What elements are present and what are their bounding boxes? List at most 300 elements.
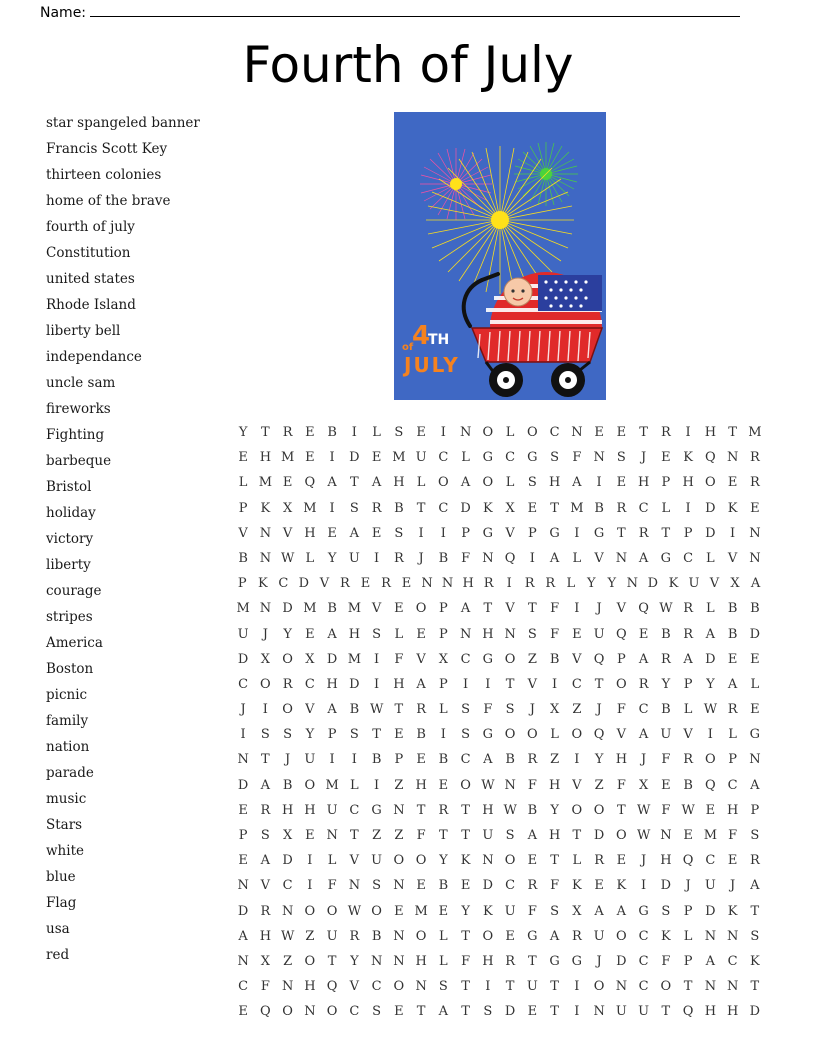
grid-cell[interactable]: M: [748, 425, 762, 440]
grid-cell[interactable]: N: [259, 550, 272, 566]
grid-cell[interactable]: U: [237, 626, 249, 642]
grid-cell[interactable]: R: [260, 903, 271, 919]
grid-cell[interactable]: U: [371, 853, 383, 869]
grid-cell[interactable]: O: [482, 475, 494, 491]
grid-cell[interactable]: W: [659, 601, 673, 617]
grid-cell[interactable]: X: [282, 828, 293, 843]
grid-cell[interactable]: E: [527, 853, 538, 869]
grid-cell[interactable]: E: [661, 777, 671, 793]
grid-cell[interactable]: A: [549, 550, 560, 566]
grid-cell[interactable]: V: [371, 601, 382, 617]
grid-cell[interactable]: Z: [394, 777, 404, 793]
grid-cell[interactable]: R: [260, 802, 271, 818]
grid-cell[interactable]: R: [594, 853, 605, 869]
grid-cell[interactable]: N: [237, 878, 249, 894]
grid-cell[interactable]: G: [571, 953, 583, 969]
grid-cell[interactable]: F: [616, 777, 626, 793]
grid-cell[interactable]: Q: [616, 626, 627, 642]
grid-cell[interactable]: I: [730, 525, 736, 541]
grid-cell[interactable]: F: [483, 702, 493, 718]
grid-cell[interactable]: H: [281, 802, 294, 818]
grid-cell[interactable]: D: [460, 500, 471, 516]
grid-cell[interactable]: A: [327, 626, 337, 642]
grid-cell[interactable]: C: [304, 676, 315, 692]
grid-cell[interactable]: S: [372, 626, 382, 642]
grid-cell[interactable]: T: [550, 979, 559, 995]
grid-cell[interactable]: N: [726, 450, 739, 466]
grid-cell[interactable]: U: [688, 576, 700, 592]
grid-cell[interactable]: A: [638, 550, 649, 566]
grid-cell[interactable]: C: [460, 752, 471, 768]
grid-cell[interactable]: B: [416, 727, 426, 743]
grid-cell[interactable]: U: [326, 802, 338, 818]
grid-cell[interactable]: S: [260, 727, 270, 743]
grid-cell[interactable]: X: [282, 500, 293, 516]
grid-cell[interactable]: R: [683, 626, 694, 642]
grid-cell[interactable]: D: [705, 525, 716, 541]
grid-cell[interactable]: O: [527, 425, 538, 440]
grid-cell[interactable]: B: [438, 550, 449, 566]
grid-cell[interactable]: V: [349, 853, 360, 869]
grid-cell[interactable]: B: [549, 651, 560, 667]
grid-cell[interactable]: T: [750, 903, 760, 919]
grid-cell[interactable]: I: [641, 878, 647, 894]
grid-cell[interactable]: N: [660, 828, 672, 843]
grid-cell[interactable]: O: [504, 651, 516, 667]
grid-cell[interactable]: F: [527, 903, 537, 919]
grid-cell[interactable]: T: [416, 1004, 426, 1020]
grid-cell[interactable]: R: [438, 802, 449, 818]
grid-cell[interactable]: O: [616, 828, 627, 843]
grid-cell[interactable]: L: [550, 727, 559, 743]
grid-cell[interactable]: S: [661, 903, 671, 919]
grid-cell[interactable]: X: [638, 777, 649, 793]
grid-cell[interactable]: J: [730, 878, 736, 894]
grid-cell[interactable]: Y: [607, 576, 617, 592]
grid-cell[interactable]: T: [750, 979, 760, 995]
grid-cell[interactable]: S: [505, 828, 515, 843]
grid-cell[interactable]: C: [460, 651, 471, 667]
grid-cell[interactable]: Z: [550, 752, 560, 768]
grid-cell[interactable]: E: [594, 425, 604, 440]
grid-cell[interactable]: X: [305, 651, 315, 667]
grid-cell[interactable]: K: [727, 903, 738, 919]
grid-cell[interactable]: X: [549, 702, 560, 718]
grid-cell[interactable]: C: [571, 676, 582, 692]
grid-cell[interactable]: H: [482, 626, 494, 642]
grid-cell[interactable]: X: [438, 651, 448, 667]
grid-cell[interactable]: J: [596, 702, 602, 718]
grid-cell[interactable]: A: [750, 576, 761, 592]
grid-cell[interactable]: E: [505, 928, 515, 944]
grid-cell[interactable]: P: [750, 802, 760, 818]
grid-cell[interactable]: I: [440, 727, 446, 743]
grid-cell[interactable]: J: [418, 550, 424, 566]
grid-cell[interactable]: C: [549, 425, 560, 440]
grid-cell[interactable]: D: [237, 777, 249, 793]
grid-cell[interactable]: A: [638, 727, 649, 743]
grid-cell[interactable]: E: [416, 425, 426, 440]
grid-cell[interactable]: C: [438, 450, 449, 466]
grid-cell[interactable]: R: [571, 928, 582, 944]
grid-cell[interactable]: Y: [305, 727, 315, 743]
grid-cell[interactable]: Y: [706, 676, 715, 692]
grid-cell[interactable]: T: [528, 601, 537, 617]
grid-cell[interactable]: I: [506, 576, 512, 592]
grid-cell[interactable]: E: [238, 1004, 248, 1020]
grid-cell[interactable]: Z: [572, 702, 582, 718]
grid-cell[interactable]: B: [727, 626, 738, 642]
grid-cell[interactable]: X: [260, 953, 270, 969]
grid-cell[interactable]: E: [238, 853, 248, 869]
grid-cell[interactable]: D: [749, 1004, 761, 1020]
grid-cell[interactable]: U: [304, 752, 316, 768]
grid-cell[interactable]: A: [460, 601, 471, 617]
grid-cell[interactable]: T: [550, 500, 559, 516]
grid-cell[interactable]: T: [505, 676, 515, 692]
grid-cell[interactable]: H: [682, 475, 694, 491]
grid-cell[interactable]: P: [439, 601, 448, 617]
grid-cell[interactable]: M: [303, 500, 317, 516]
grid-cell[interactable]: F: [572, 450, 582, 466]
grid-cell[interactable]: F: [661, 752, 671, 768]
grid-cell[interactable]: G: [482, 525, 494, 541]
grid-cell[interactable]: C: [349, 1004, 360, 1020]
grid-cell[interactable]: U: [638, 1004, 650, 1020]
grid-cell[interactable]: Q: [705, 450, 716, 466]
grid-cell[interactable]: B: [349, 702, 360, 718]
grid-cell[interactable]: F: [260, 979, 270, 995]
grid-cell[interactable]: C: [238, 979, 249, 995]
grid-cell[interactable]: C: [282, 878, 293, 894]
grid-cell[interactable]: E: [638, 626, 649, 642]
grid-cell[interactable]: M: [236, 601, 250, 617]
grid-cell[interactable]: A: [327, 702, 337, 718]
grid-cell[interactable]: Z: [394, 828, 404, 843]
grid-cell[interactable]: V: [683, 727, 693, 743]
grid-cell[interactable]: O: [482, 928, 494, 944]
grid-cell[interactable]: B: [238, 550, 248, 566]
grid-cell[interactable]: I: [440, 425, 446, 440]
grid-cell[interactable]: G: [482, 727, 494, 743]
grid-cell[interactable]: E: [460, 878, 471, 894]
grid-cell[interactable]: O: [616, 676, 627, 692]
grid-cell[interactable]: N: [749, 550, 761, 566]
grid-cell[interactable]: F: [550, 601, 560, 617]
grid-cell[interactable]: B: [594, 500, 604, 516]
grid-cell[interactable]: O: [482, 425, 494, 440]
grid-cell[interactable]: X: [572, 903, 582, 919]
grid-cell[interactable]: D: [282, 853, 293, 869]
grid-cell[interactable]: W: [280, 928, 295, 944]
grid-cell[interactable]: E: [527, 500, 538, 516]
grid-cell[interactable]: A: [727, 676, 738, 692]
grid-cell[interactable]: C: [238, 676, 249, 692]
grid-cell[interactable]: T: [661, 1004, 671, 1020]
grid-cell[interactable]: I: [485, 979, 491, 995]
grid-cell[interactable]: E: [394, 727, 404, 743]
grid-cell[interactable]: Y: [350, 953, 359, 969]
grid-cell[interactable]: V: [616, 601, 627, 617]
grid-cell[interactable]: H: [304, 525, 316, 541]
grid-cell[interactable]: L: [661, 500, 671, 516]
grid-cell[interactable]: S: [394, 525, 404, 541]
grid-cell[interactable]: O: [616, 928, 627, 944]
grid-cell[interactable]: B: [371, 752, 382, 768]
grid-cell[interactable]: Z: [372, 828, 382, 843]
grid-cell[interactable]: G: [549, 953, 560, 969]
grid-cell[interactable]: N: [281, 903, 294, 919]
grid-cell[interactable]: H: [615, 752, 628, 768]
grid-cell[interactable]: D: [298, 576, 310, 592]
grid-cell[interactable]: H: [548, 777, 561, 793]
grid-cell[interactable]: W: [481, 777, 495, 793]
grid-cell[interactable]: Q: [260, 1004, 271, 1020]
grid-cell[interactable]: A: [349, 525, 360, 541]
grid-cell[interactable]: S: [550, 903, 560, 919]
grid-cell[interactable]: F: [661, 953, 671, 969]
grid-cell[interactable]: H: [548, 475, 561, 491]
grid-cell[interactable]: N: [593, 1004, 605, 1020]
grid-cell[interactable]: K: [460, 853, 471, 869]
grid-cell[interactable]: J: [596, 953, 602, 969]
grid-cell[interactable]: T: [461, 979, 470, 995]
grid-cell[interactable]: N: [415, 979, 427, 995]
grid-cell[interactable]: J: [262, 626, 268, 642]
grid-cell[interactable]: E: [327, 525, 337, 541]
grid-cell[interactable]: V: [727, 550, 738, 566]
grid-cell[interactable]: F: [661, 802, 671, 818]
grid-cell[interactable]: L: [394, 626, 404, 642]
grid-cell[interactable]: H: [704, 425, 717, 440]
grid-cell[interactable]: M: [347, 601, 362, 617]
grid-cell[interactable]: L: [238, 475, 248, 491]
grid-cell[interactable]: H: [304, 802, 316, 818]
grid-cell[interactable]: D: [660, 878, 672, 894]
grid-cell[interactable]: U: [704, 878, 716, 894]
grid-cell[interactable]: D: [705, 500, 716, 516]
grid-cell[interactable]: F: [527, 777, 537, 793]
grid-cell[interactable]: N: [459, 425, 472, 440]
grid-cell[interactable]: K: [727, 500, 738, 516]
grid-cell[interactable]: O: [282, 651, 293, 667]
grid-cell[interactable]: I: [574, 601, 580, 617]
grid-cell[interactable]: L: [706, 601, 715, 617]
grid-cell[interactable]: W: [280, 550, 295, 566]
grid-cell[interactable]: K: [750, 953, 760, 969]
grid-cell[interactable]: C: [638, 500, 649, 516]
grid-cell[interactable]: F: [728, 828, 738, 843]
grid-cell[interactable]: P: [617, 651, 626, 667]
grid-cell[interactable]: C: [683, 550, 694, 566]
grid-cell[interactable]: W: [503, 802, 517, 818]
grid-cell[interactable]: S: [527, 475, 537, 491]
grid-cell[interactable]: M: [325, 777, 339, 793]
grid-cell[interactable]: A: [416, 676, 426, 692]
grid-cell[interactable]: F: [461, 550, 471, 566]
grid-cell[interactable]: O: [593, 979, 605, 995]
grid-cell[interactable]: N: [348, 878, 361, 894]
grid-cell[interactable]: A: [705, 953, 716, 969]
grid-cell[interactable]: V: [505, 525, 515, 541]
grid-cell[interactable]: N: [615, 979, 628, 995]
grid-cell[interactable]: Z: [283, 953, 293, 969]
grid-cell[interactable]: A: [371, 475, 382, 491]
grid-cell[interactable]: Q: [304, 475, 316, 491]
grid-cell[interactable]: F: [550, 626, 560, 642]
grid-cell[interactable]: I: [374, 676, 380, 692]
grid-cell[interactable]: P: [461, 525, 470, 541]
grid-cell[interactable]: J: [240, 702, 246, 718]
grid-cell[interactable]: N: [704, 928, 717, 944]
grid-cell[interactable]: R: [282, 425, 293, 440]
grid-cell[interactable]: B: [661, 702, 671, 718]
grid-cell[interactable]: A: [683, 651, 693, 667]
grid-cell[interactable]: H: [304, 979, 316, 995]
grid-cell[interactable]: C: [638, 953, 649, 969]
grid-cell[interactable]: E: [394, 903, 404, 919]
grid-cell[interactable]: E: [727, 475, 738, 491]
grid-cell[interactable]: I: [440, 525, 446, 541]
grid-cell[interactable]: O: [304, 777, 316, 793]
grid-cell[interactable]: R: [483, 576, 494, 592]
grid-cell[interactable]: P: [237, 576, 247, 592]
grid-cell[interactable]: T: [617, 802, 626, 818]
grid-cell[interactable]: N: [749, 525, 761, 541]
grid-cell[interactable]: A: [750, 878, 760, 894]
grid-cell[interactable]: T: [416, 500, 426, 516]
grid-cell[interactable]: C: [638, 702, 649, 718]
grid-cell[interactable]: W: [636, 828, 651, 843]
grid-cell[interactable]: T: [461, 1004, 470, 1020]
grid-cell[interactable]: J: [641, 853, 647, 869]
grid-cell[interactable]: G: [527, 450, 538, 466]
grid-cell[interactable]: A: [705, 626, 716, 642]
grid-cell[interactable]: V: [594, 550, 604, 566]
grid-cell[interactable]: C: [278, 576, 289, 592]
grid-cell[interactable]: U: [615, 1004, 627, 1020]
grid-cell[interactable]: E: [305, 626, 315, 642]
grid-cell[interactable]: G: [527, 928, 538, 944]
grid-cell[interactable]: H: [415, 777, 427, 793]
grid-cell[interactable]: I: [329, 450, 335, 466]
grid-cell[interactable]: I: [596, 475, 602, 491]
grid-cell[interactable]: R: [638, 525, 649, 541]
grid-cell[interactable]: T: [505, 979, 515, 995]
grid-cell[interactable]: T: [327, 953, 337, 969]
grid-cell[interactable]: I: [307, 853, 313, 869]
grid-cell[interactable]: N: [237, 752, 249, 768]
grid-cell[interactable]: N: [726, 928, 739, 944]
grid-cell[interactable]: I: [574, 1004, 580, 1020]
grid-cell[interactable]: V: [282, 525, 293, 541]
grid-cell[interactable]: R: [683, 752, 694, 768]
grid-cell[interactable]: T: [394, 702, 404, 718]
grid-cell[interactable]: I: [374, 651, 380, 667]
grid-cell[interactable]: G: [482, 450, 494, 466]
grid-cell[interactable]: H: [637, 475, 650, 491]
grid-cell[interactable]: E: [616, 425, 627, 440]
grid-cell[interactable]: S: [349, 500, 359, 516]
grid-cell[interactable]: V: [238, 525, 248, 541]
grid-cell[interactable]: D: [705, 903, 716, 919]
grid-cell[interactable]: C: [727, 953, 738, 969]
grid-cell[interactable]: L: [566, 576, 576, 592]
grid-cell[interactable]: A: [750, 777, 760, 793]
grid-cell[interactable]: A: [572, 475, 582, 491]
grid-cell[interactable]: B: [438, 878, 449, 894]
grid-cell[interactable]: M: [258, 475, 273, 491]
grid-cell[interactable]: A: [616, 903, 627, 919]
grid-cell[interactable]: W: [681, 802, 695, 818]
grid-cell[interactable]: J: [641, 752, 647, 768]
grid-cell[interactable]: X: [260, 651, 270, 667]
grid-cell[interactable]: N: [726, 979, 739, 995]
grid-cell[interactable]: S: [260, 828, 270, 843]
grid-cell[interactable]: Y: [238, 425, 248, 440]
grid-cell[interactable]: I: [307, 878, 313, 894]
grid-cell[interactable]: B: [727, 601, 738, 617]
grid-cell[interactable]: O: [393, 979, 405, 995]
grid-cell[interactable]: B: [394, 500, 404, 516]
grid-cell[interactable]: I: [574, 752, 580, 768]
grid-cell[interactable]: O: [260, 676, 271, 692]
grid-cell[interactable]: Y: [587, 576, 596, 592]
grid-cell[interactable]: D: [616, 953, 627, 969]
grid-cell[interactable]: G: [660, 550, 672, 566]
grid-cell[interactable]: L: [439, 928, 448, 944]
grid-cell[interactable]: R: [616, 500, 627, 516]
grid-cell[interactable]: O: [371, 903, 382, 919]
grid-cell[interactable]: R: [349, 928, 360, 944]
grid-cell[interactable]: A: [483, 752, 493, 768]
grid-cell[interactable]: O: [571, 727, 583, 743]
grid-cell[interactable]: O: [326, 903, 338, 919]
grid-cell[interactable]: E: [727, 853, 738, 869]
grid-cell[interactable]: I: [240, 727, 246, 743]
grid-cell[interactable]: R: [660, 425, 671, 440]
grid-cell[interactable]: B: [282, 777, 293, 793]
grid-cell[interactable]: N: [459, 626, 472, 642]
grid-cell[interactable]: Q: [682, 853, 694, 869]
grid-cell[interactable]: R: [527, 752, 538, 768]
grid-cell[interactable]: E: [394, 1004, 404, 1020]
grid-cell[interactable]: U: [326, 928, 338, 944]
grid-cell[interactable]: E: [750, 702, 760, 718]
grid-cell[interactable]: T: [372, 727, 381, 743]
grid-cell[interactable]: B: [750, 601, 760, 617]
grid-cell[interactable]: U: [593, 928, 605, 944]
grid-cell[interactable]: M: [303, 601, 317, 617]
grid-cell[interactable]: O: [571, 802, 583, 818]
grid-cell[interactable]: I: [463, 676, 469, 692]
grid-cell[interactable]: D: [482, 878, 494, 894]
grid-cell[interactable]: K: [260, 500, 271, 516]
grid-cell[interactable]: E: [594, 878, 604, 894]
grid-cell[interactable]: H: [482, 953, 494, 969]
word-search-grid[interactable]: [232, 420, 766, 1025]
grid-cell[interactable]: I: [707, 727, 713, 743]
grid-cell[interactable]: E: [416, 752, 426, 768]
grid-cell[interactable]: N: [259, 601, 272, 617]
grid-cell[interactable]: R: [660, 651, 671, 667]
grid-cell[interactable]: U: [482, 828, 494, 843]
grid-cell[interactable]: Q: [593, 651, 605, 667]
grid-cell[interactable]: S: [616, 450, 626, 466]
grid-cell[interactable]: U: [348, 550, 360, 566]
grid-cell[interactable]: R: [371, 500, 382, 516]
grid-cell[interactable]: I: [351, 752, 357, 768]
